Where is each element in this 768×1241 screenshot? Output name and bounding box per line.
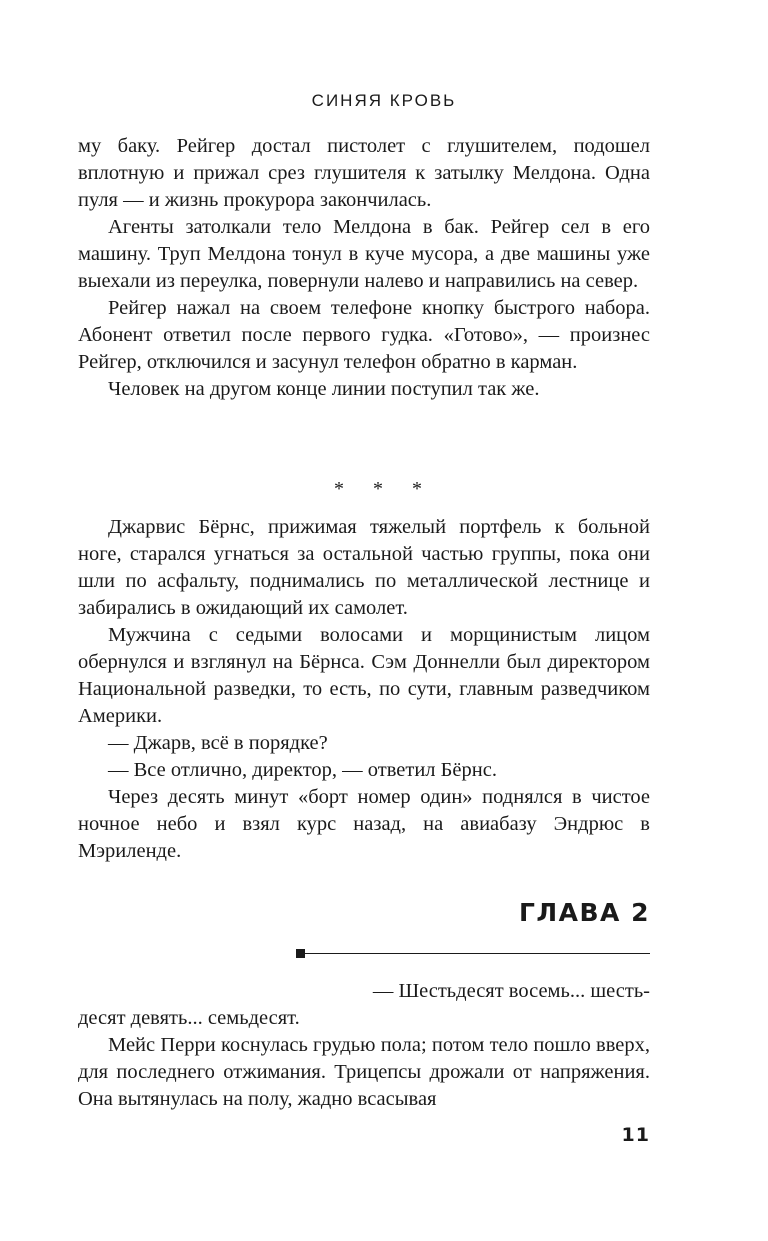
section-1-text: [78, 133, 650, 403]
section-separator: * * *: [334, 478, 434, 500]
chapter-rule: [297, 953, 650, 954]
paragraph: Агенты затолкали тело Мелдона в бак. Рейгер сел в его машину. Труп Мелдона тонул в куче мусора, а две машины уже выехали из переулка, повернули налево и направились на север.: [78, 216, 650, 292]
section-3-text: [78, 978, 650, 1113]
dialogue-line-continuation: десят девять... семьдесят.: [78, 1007, 300, 1029]
dialogue-line: — Джарв, всё в порядке?: [108, 732, 328, 754]
paragraph: Мужчина с седыми волосами и морщинистым лицом обернулся и взглянул на Бёрнса. Сэм Доннелли был директором Национальной разведки, то есть, по сути, главным разведчиком Америки.: [78, 624, 650, 727]
page-number: 11: [621, 1124, 650, 1146]
dialogue-line: — Все отлично, директор, — ответил Бёрнс.: [108, 759, 497, 781]
section-2-text: [78, 514, 650, 865]
paragraph: Через десять минут «борт номер один» поднялся в чистое ночное небо и взял курс назад, на авиабазу Эндрюс в Мэриленде.: [78, 786, 650, 862]
running-head: СИНЯЯ КРОВЬ: [311, 91, 457, 110]
chapter-title: ГЛАВА 2: [518, 898, 650, 927]
paragraph: Человек на другом конце линии поступил так же.: [108, 378, 540, 400]
paragraph: Рейгер нажал на своем телефоне кнопку быстрого набора. Абонент ответил после первого гудка. «Готово», — произнес Рейгер, отключился и засунул телефон обратно в карман.: [78, 297, 650, 373]
paragraph: Мейс Перри коснулась грудью пола; потом тело пошло вверх, для последнего отжимания. Трицепсы дрожали от напряжения. Она вытянулась на полу, жадно всасывая: [78, 1034, 650, 1110]
paragraph: Джарвис Бёрнс, прижимая тяжелый портфель к больной ноге, старался угнаться за остальной частью группы, пока они шли по асфальту, поднимались по металлической лестнице и забирались в ожидающий их самолет.: [78, 516, 650, 619]
paragraph: му баку. Рейгер достал пистолет с глушителем, подошел вплотную и прижал срез глушителя к затылку Мелдона. Одна пуля — и жизнь прокурора закончилась.: [78, 135, 650, 211]
dialogue-line: — Шестьдесят восемь... шесть-: [372, 980, 650, 1002]
